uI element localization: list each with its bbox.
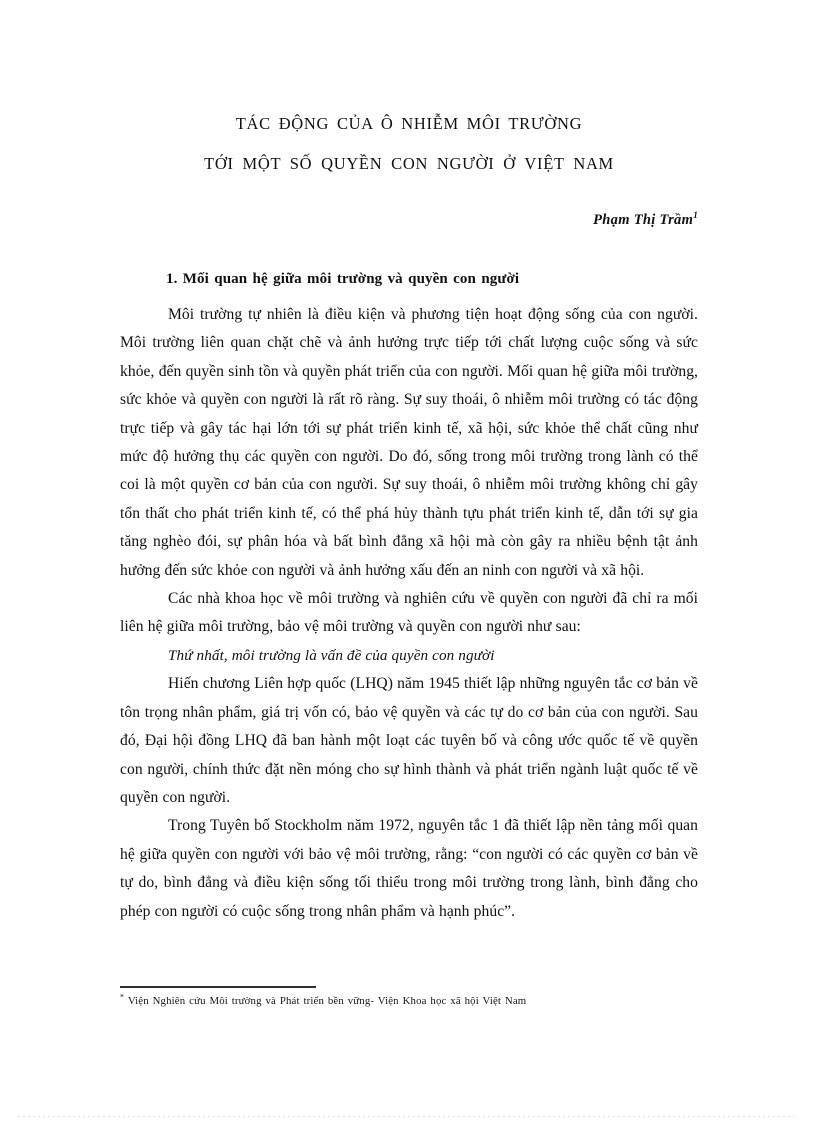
paragraph-1: Môi trường tự nhiên là điều kiện và phương tiện hoạt động sống của con người. Môi trường liên quan chặt chẽ và ảnh hưởng trực tiếp tới chất lượng cuộc sống và sức khỏe, đến quyền sinh tồn và quyền phát triển của con người. Mối quan hệ giữa môi trường, sức khỏe và quyền con người là rất rõ ràng. Sự suy thoái, ô nhiễm môi trường có tác động trực tiếp và gây tác hại lớn tới sự phát triển kinh tế, xã hội, sức khỏe thể chất cũng như mức độ hưởng thụ các quyền con người. Do đó, sống trong môi trường trong lành có thể coi là một quyền cơ bản của con người. Sự suy thoái, ô nhiễm môi trường không chỉ gây tổn thất cho phát triển kinh tế, có thể phá hủy thành tựu phát triển kinh tế, dẫn tới sự gia tăng nghèo đói, sự phân hóa và bất bình đẳng xã hội mà còn gây ra nhiều bệnh tật ảnh hưởng đến sức khỏe con người và ảnh hưởng xấu đến an ninh con người và xã hội. [120, 306, 698, 579]
page-bottom-edge-artifact [18, 1116, 798, 1117]
footnote-text: Viện Nghiên cứu Môi trường và Phát triển bền vững- Viện Khoa học xã hội Việt Nam [127, 994, 527, 1007]
author-name: Phạm Thị Trầm [593, 212, 694, 228]
document-title [120, 0, 698, 184]
paragraph-2: Các nhà khoa học về môi trường và nghiên cứu về quyền con người đã chỉ ra mối liên hệ giữa môi trường, bảo vệ môi trường và quyền con người như sau: [120, 590, 698, 636]
italic-subheading-1: Thứ nhất, môi trường là vấn đề của quyền con người [168, 646, 495, 664]
footnote-separator-rule [120, 986, 316, 988]
page-content [120, 0, 698, 926]
footnote-area [120, 986, 698, 1009]
footnote-marker: * [120, 991, 125, 1001]
footnote-1 [120, 991, 698, 1009]
author-footnote-marker: 1 [693, 210, 698, 221]
author-byline [120, 212, 698, 229]
title-line-1: TÁC ĐỘNG CỦA Ô NHIỄM MÔI TRƯỜNG [235, 114, 583, 133]
section-heading-1: 1. Mối quan hệ giữa môi trường và quyền con người [166, 271, 520, 287]
title-line-2: TỚI MỘT SỐ QUYỀN CON NGƯỜI Ở VIỆT NAM [204, 154, 614, 173]
paragraph-5: Trong Tuyên bố Stockholm năm 1972, nguyên tắc 1 đã thiết lập nền tảng mối quan hệ giữa quyền con người với bảo vệ môi trường, rằng: “con người có các quyền cơ bản về tự do, bình đẳng và điều kiện sống tối thiểu trong môi trường trong lành, bình đẳng cho phép con người có cuộc sống trong nhân phẩm và hạnh phúc”. [120, 817, 698, 920]
paragraph-4: Hiến chương Liên hợp quốc (LHQ) năm 1945 thiết lập những nguyên tắc cơ bản về tôn trọng nhân phẩm, giá trị vốn có, bảo vệ quyền và các tự do cơ bản của con người. Sau đó, Đại hội đồng LHQ đã ban hành một loạt các tuyên bố và công ước quốc tế về quyền con người, chính thức đặt nền móng cho sự hình thành và phát triển ngành luật quốc tế về quyền con người. [120, 675, 698, 806]
